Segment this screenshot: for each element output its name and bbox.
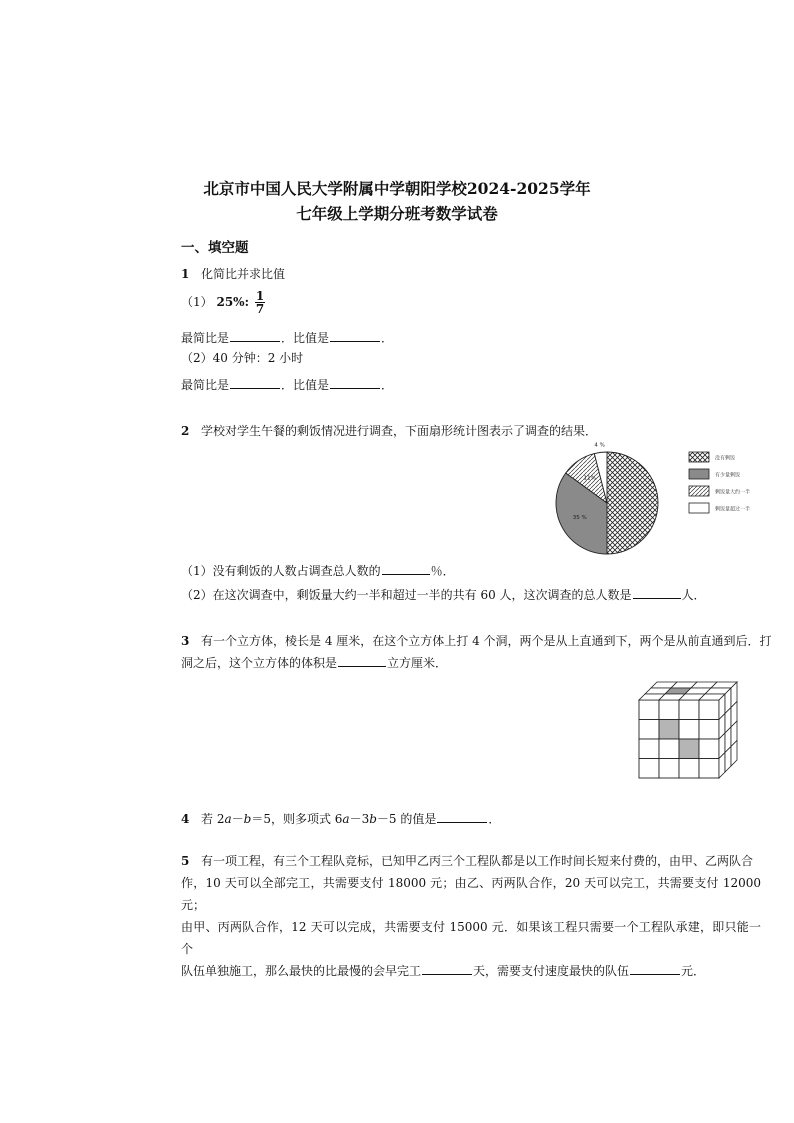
legend-label-4: 剩饭量超过一半 xyxy=(715,506,751,513)
q2-stem-line xyxy=(181,422,597,439)
q4-t1: 若 2 xyxy=(201,812,225,826)
q3-line1-text: 有一个立方体，棱长是 4 厘米，在这个立方体上打 4 个洞，两个是从上直通到下，两个是从前直通到后．打 xyxy=(201,634,772,648)
q4-t6: ． xyxy=(488,812,501,826)
q1-ans-mid: ．比值是 xyxy=(281,331,330,345)
q4-t2: － xyxy=(231,812,244,826)
q5-line4 xyxy=(181,960,761,982)
q1-part2: （2）40 分钟：2 小时 xyxy=(181,351,304,365)
q2-sub1 xyxy=(181,562,455,579)
q4-t4: －3 xyxy=(349,812,370,826)
pie-value-label-4: 4 % xyxy=(594,442,605,449)
q2-sub2-end: 人． xyxy=(681,588,706,602)
q5-line1-text: 有一项工程，有三个工程队竞标，已知甲乙丙三个工程队都是以工作时间长短来付费的，由甲、乙两队合 xyxy=(201,854,754,868)
q5-paragraph xyxy=(181,850,761,982)
legend-swatch-1 xyxy=(689,452,709,462)
q2-sub1-text: （1）没有剩饭的人数占调查总人数的 xyxy=(181,564,381,578)
pie-slice-1 xyxy=(607,452,658,554)
q1-stem: 化简比并求比值 xyxy=(201,267,286,281)
q1-ans-end: ． xyxy=(381,331,394,345)
q2-number: 2 xyxy=(181,424,190,438)
q3-line1 xyxy=(181,632,772,649)
cube-front-cell xyxy=(639,759,659,779)
cube-front-cell xyxy=(679,700,699,720)
cube-front-cell xyxy=(659,700,679,720)
q4-var-b2: b xyxy=(369,812,377,826)
q1-part1-answer-line xyxy=(181,329,393,346)
q4-var-a: a xyxy=(224,812,232,826)
q2-blank-2[interactable] xyxy=(633,587,681,599)
q3-line2-text: 洞之后，这个立方体的体积是 xyxy=(181,656,338,670)
section-heading: 一、填空题 xyxy=(181,240,249,256)
q1-ans-prefix: 最简比是 xyxy=(181,331,230,345)
q4-blank[interactable] xyxy=(437,811,487,823)
legend-swatch-2 xyxy=(689,469,709,479)
cube-front-cell xyxy=(639,720,659,740)
cube-front-hole xyxy=(659,720,679,740)
cube-front-cell xyxy=(659,739,679,759)
q1-ans2-mid: ．比值是 xyxy=(281,378,330,392)
cube-front-cell xyxy=(639,700,659,720)
q4-var-a2: a xyxy=(342,812,350,826)
q4-t5: －5 的值是 xyxy=(376,812,437,826)
exam-title-line2: 七年级上学期分班考数学试卷 xyxy=(296,204,498,223)
q2-sub1-end: ％． xyxy=(430,564,455,578)
q5-line1 xyxy=(181,850,761,872)
q1-ans2-prefix: 最简比是 xyxy=(181,378,230,392)
q4-line xyxy=(181,810,500,827)
cube-front-cell xyxy=(699,739,719,759)
q1-fraction-numerator: 1 xyxy=(255,289,265,303)
pie-value-label-3: 11% xyxy=(583,475,596,482)
cube-figure xyxy=(634,678,764,780)
legend-label-2: 有少量剩饭 xyxy=(715,472,741,479)
q3-line2-end: 立方厘米． xyxy=(387,656,448,670)
q1-part1-expression: 25%: xyxy=(216,295,249,309)
q5-line4-mid: 天，需要支付速度最快的队伍 xyxy=(473,964,630,978)
pie-chart xyxy=(555,440,770,558)
q1-fraction-denominator: 7 xyxy=(255,302,265,316)
cube-front-cell xyxy=(699,700,719,720)
q1-blank-1[interactable] xyxy=(230,330,280,342)
cube-front-cell xyxy=(699,759,719,779)
cube-front-cell xyxy=(639,739,659,759)
q5-number: 5 xyxy=(181,854,190,868)
q1-fraction xyxy=(255,290,265,315)
q2-stem: 学校对学生午餐的剩饭情况进行调查，下面扇形统计图表示了调查的结果． xyxy=(201,424,598,438)
q2-blank-1[interactable] xyxy=(382,563,430,575)
q1-part1-label: （1） xyxy=(181,295,213,309)
q3-number: 3 xyxy=(181,634,190,648)
cube-front-cell xyxy=(699,720,719,740)
cube-front-cell xyxy=(679,759,699,779)
q4-number: 4 xyxy=(181,812,190,826)
q1-stem-line xyxy=(181,265,285,282)
q1-part1 xyxy=(181,290,265,315)
cube-front-cell xyxy=(659,759,679,779)
legend-swatch-3 xyxy=(689,486,709,496)
cube-front-hole xyxy=(679,739,699,759)
exam-title-line1: 北京市中国人民大学附属中学朝阳学校2024-2025学年 xyxy=(203,179,591,198)
q4-var-b: b xyxy=(243,812,252,826)
q5-blank-2[interactable] xyxy=(630,963,680,975)
q5-blank-1[interactable] xyxy=(422,963,472,975)
q5-line4-text: 队伍单独施工，那么最快的比最慢的会早完工 xyxy=(181,964,422,978)
q5-line3: 由甲、丙两队合作，12 天可以完成，共需要支付 15000 元．如果该工程只需要一个工程队承建，即只能一个 xyxy=(181,920,761,956)
q5-line2: 作，10 天可以全部完工，共需要支付 18000 元；由乙、丙两队合作，20 天可以完工，共需要支付 12000 元； xyxy=(181,876,761,912)
legend-swatch-4 xyxy=(689,503,709,513)
pie-value-label-2: 35 % xyxy=(572,514,587,521)
q1-blank-4[interactable] xyxy=(330,377,380,389)
q1-ans2-end: ． xyxy=(381,378,394,392)
q3-line2 xyxy=(181,654,447,671)
q2-sub2-text: （2）在这次调查中，剩饭量大约一半和超过一半的共有 60 人，这次调查的总人数是 xyxy=(181,588,632,602)
q4-t3: ＝5，则多项式 6 xyxy=(251,812,343,826)
q1-number: 1 xyxy=(181,267,190,281)
q1-part2-answer-line xyxy=(181,376,393,393)
q3-blank[interactable] xyxy=(338,655,386,667)
q1-blank-3[interactable] xyxy=(230,377,280,389)
legend-label-1: 没有剩饭 xyxy=(715,455,736,462)
cube-front-cell xyxy=(679,720,699,740)
q2-sub2 xyxy=(181,586,706,603)
q1-blank-2[interactable] xyxy=(330,330,380,342)
q5-line4-end: 元． xyxy=(681,964,706,978)
legend-label-3: 剩饭量大约一半 xyxy=(715,489,751,496)
